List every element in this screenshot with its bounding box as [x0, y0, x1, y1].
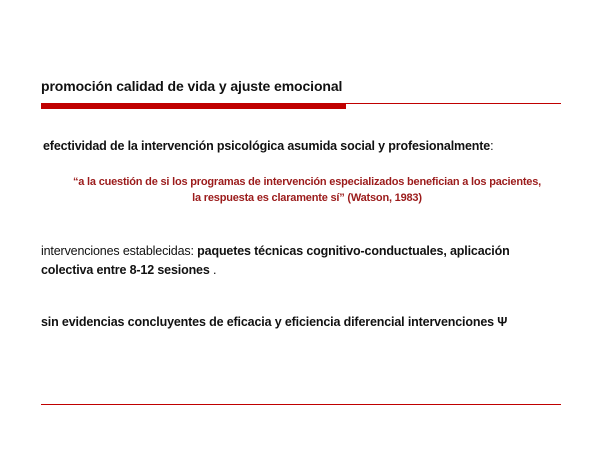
- quote-line-2: la respuesta es claramente sí” (Watson, 1983): [192, 192, 422, 204]
- point2-tail: .: [209, 263, 217, 277]
- title-underline-thin: [346, 103, 561, 104]
- point-effectiveness: [43, 139, 493, 153]
- slide-title: promoción calidad de vida y ajuste emocional: [41, 78, 343, 94]
- footer-rule: [41, 404, 561, 405]
- point2-lead: intervenciones establecidas:: [41, 244, 198, 258]
- point2-bold-1: paquetes técnicas cognitivo-conductuales, aplicación: [197, 244, 510, 258]
- point-effectiveness-colon: :: [490, 139, 494, 153]
- quote-line-1: “a la cuestión de si los programas de intervención especializados benefician a los pacientes,: [72, 176, 542, 188]
- point2-line-2: [41, 261, 510, 280]
- point2-line-1: [41, 242, 510, 261]
- point2-bold-2: colectiva entre 8-12 sesiones: [41, 263, 210, 277]
- point-no-evidence: sin evidencias concluyentes de eficacia y eficiencia diferencial intervenciones Ψ: [41, 315, 508, 329]
- point-established-interventions: [41, 242, 510, 280]
- point-effectiveness-text: efectividad de la intervención psicológica asumida social y profesionalmente: [43, 139, 491, 153]
- watson-quote: [62, 174, 552, 206]
- title-underline-thick: [41, 103, 346, 109]
